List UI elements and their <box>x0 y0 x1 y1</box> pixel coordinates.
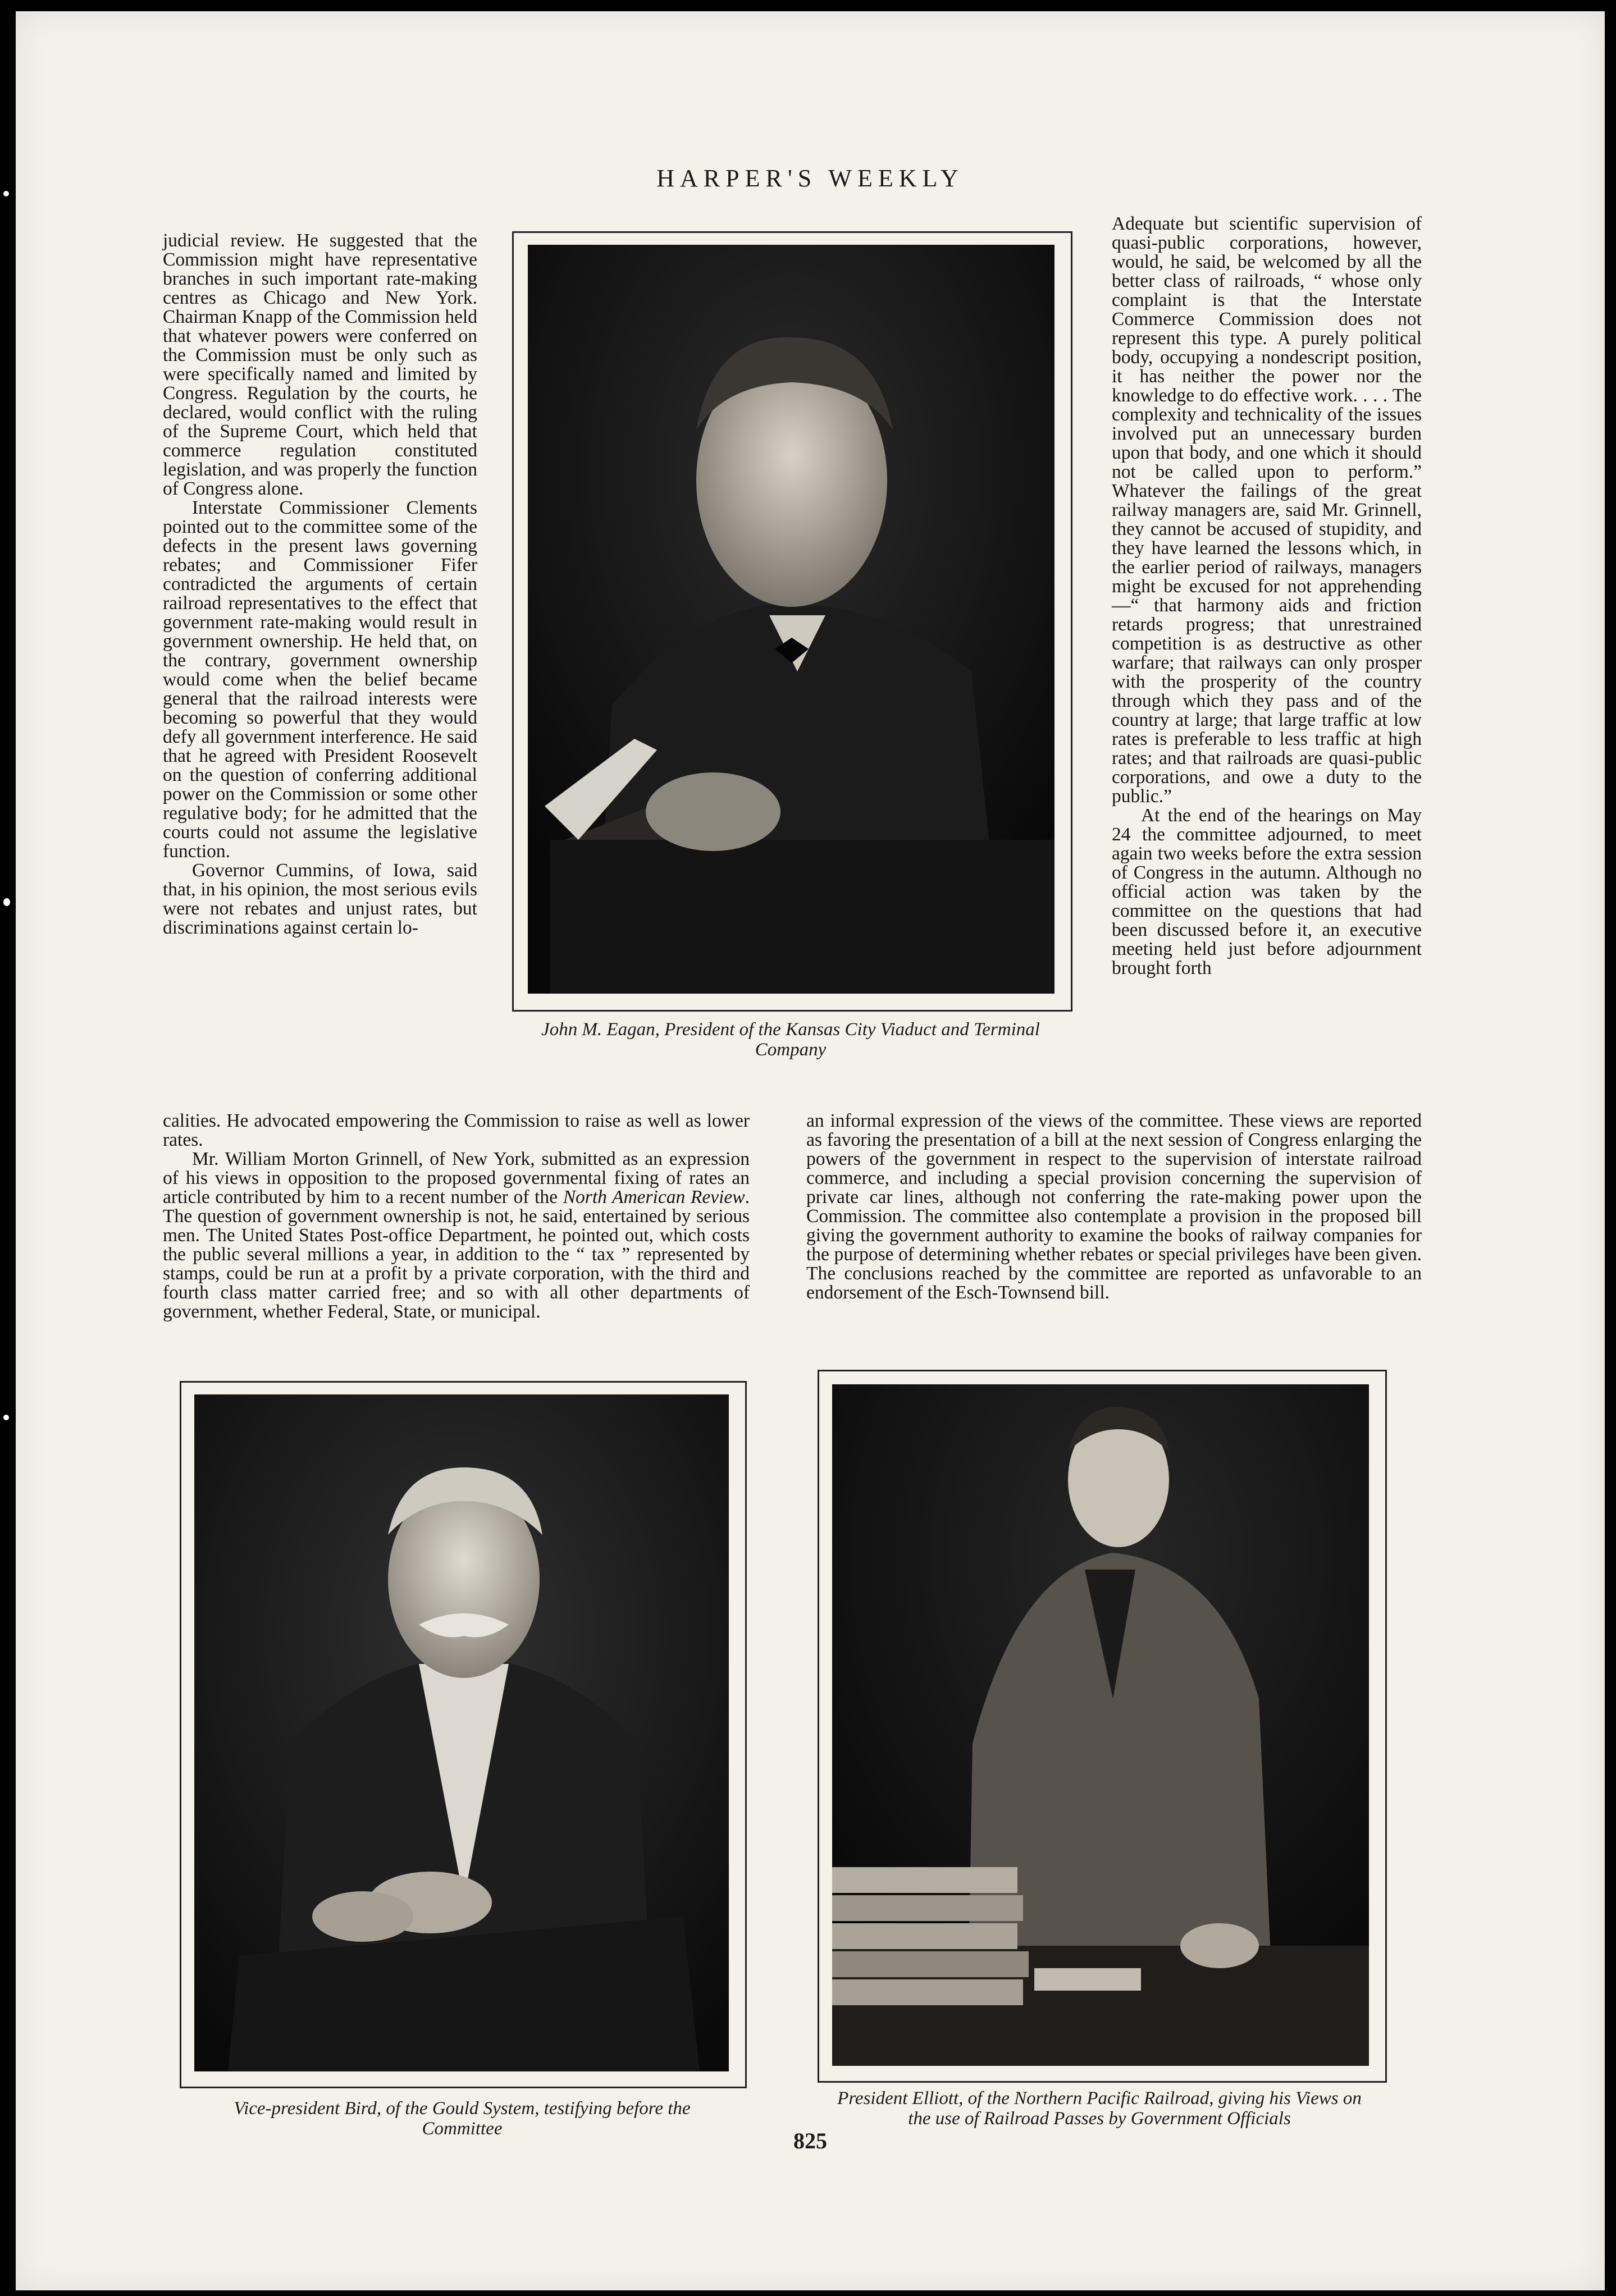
eagan-portrait <box>528 245 1054 994</box>
left-paragraph-2: Interstate Commissioner Clements pointed out to the committee some of the defects in the present laws governing rebates; and Commissioner Fifer contradicted the arguments of certain railroad representatives to the effect that government rate-making would result in government ownership. He held that, on the contrary, government ownership would come when the belief became general that the railroad interests were becoming so powerful that they would defy all government interference. He said that he agreed with President Roosevelt on the question of conferring additional power on the Commission or some other regulative body; for he admitted that the courts could not assume the legislative function. <box>163 497 477 862</box>
bird-portrait-image <box>194 1394 729 2071</box>
left-wide-paragraph-2 <box>163 1150 750 1321</box>
binding-mark-3 <box>3 1415 9 1420</box>
eagan-portrait-image <box>528 245 1054 994</box>
left-paragraph-1: judicial review. He suggested that the Commission might have representative branches in such important rate-making centres as Chicago and New York. Chairman Knapp of the Commission held that whatever powers were conferred on the Commission must be only such as were specifically named and limited by Congress. Regulation by the courts, he declared, would conflict with the ruling of the Supreme Court, which held that commerce regulation constituted legislation, and was properly the function of Congress alone. <box>163 230 477 499</box>
grinnell-text-b: . The question of government ownership is not, he said, entertained by serious men. The United States Post-office Department, he pointed out, which costs the public several millions a year, in addition to the “ tax ” represented by stamps, could be run at a profit by a private corporation, with the third and fourth class matter carried free; and so with all other departments of government, whether Federal, State, or municipal. <box>163 1187 750 1322</box>
review-title: North American Review <box>563 1187 745 1208</box>
masthead: HARPER'S WEEKLY <box>656 164 964 192</box>
binding-mark-2 <box>3 898 10 906</box>
right-paragraph-2: At the end of the hearings on May 24 the committee adjourned, to meet again two weeks before the extra session of Congress in the autumn. Although no official action was taken by the committee on the questions that had been discussed before it, an executive meeting held just before adjournment brought forth <box>1112 805 1422 978</box>
left-wide-paragraph-1: calities. He advocated empowering the Commission to raise as well as lower rates. <box>163 1110 750 1150</box>
page-number: 825 <box>793 2128 827 2153</box>
left-paragraph-3: Governor Cummins, of Iowa, said that, in his opinion, the most serious evils were not rebates and unjust rates, but discriminations against certain lo- <box>163 860 477 938</box>
elliott-caption: President Elliott, of the Northern Pacific Railroad, giving his Views on the use of Railroad Passes by Government Officials <box>837 2088 1362 2129</box>
magazine-page <box>16 11 1605 2290</box>
grinnell-text-a: Mr. William Morton Grinnell, of New York, submitted as an expression of his views in opposition to the proposed governmental fixing of rates an article contributed by him to a recent number of the <box>163 1149 750 1208</box>
eagan-caption: John M. Eagan, President of the Kansas City Viaduct and Terminal Company <box>541 1019 1040 1060</box>
right-wide-paragraph: an informal expression of the views of the committee. These views are reported as favoring the presentation of a bill at the next session of Congress enlarging the powers of the government in respect to the supervision of interstate railroad commerce, and including a special provision concerning the supervision of private car lines, although not conferring the rate-making power upon the Commission. The committee also contemplate a provision in the proposed bill giving the government authority to examine the books of railway companies for the purpose of determining whether rebates or special privileges have been given. The conclusions reached by the committee are reported as unfavorable to an endorsement of the Esch-Townsend bill. <box>806 1110 1422 1303</box>
right-wide-block <box>806 1112 1422 1347</box>
elliott-portrait-image <box>832 1384 1369 2066</box>
bird-portrait <box>194 1394 729 2071</box>
binding-mark-1 <box>3 191 9 196</box>
right-paragraph-1: Adequate but scientific supervision of quasi-public corporations, however, would, he said, be welcomed by all the better class of railroads, “ whose only complaint is that the Interstate Commerce Commission does not represent this type. A purely political body, occupying a nondescript position, it has neither the power nor the knowledge to do effective work. . . . The complexity and technicality of the issues involved put an unnecessary burden upon that body, and one which it should not be called upon to perform.” Whatever the failings of the great railway managers are, said Mr. Grinnell, they cannot be accused of stupidity, and they have learned the lessons which, in the earlier period of railways, managers might be excused for not apprehending—“ that harmony aids and friction retards progress; that unrestrained competition is as destructive as other warfare; that railways can only prosper with the prosperity of the country through which they pass and of the country at large; that large traffic at low rates is preferable to less traffic at high rates; and that railroads are quasi-public corporations, and owe a duty to the public.” <box>1112 213 1422 807</box>
left-wide-block <box>163 1112 750 1347</box>
left-column <box>163 231 477 1107</box>
right-column <box>1112 214 1422 1124</box>
elliott-portrait <box>832 1384 1369 2066</box>
bird-caption: Vice-president Bird, of the Gould System, testifying before the Committee <box>234 2098 691 2139</box>
